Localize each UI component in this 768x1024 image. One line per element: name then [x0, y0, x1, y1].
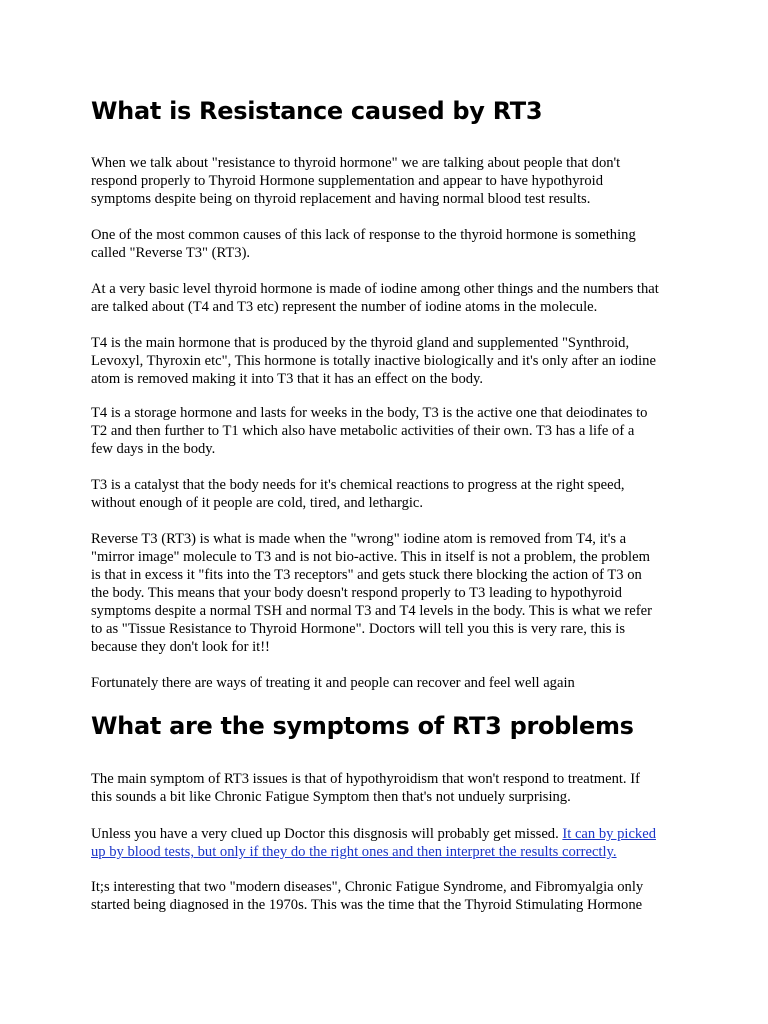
paragraph-t4-storage: [91, 404, 647, 458]
paragraph-main-symptom: [91, 770, 640, 806]
text-line: started being diagnosed in the 1970s. This was the time that the Thyroid Stimulating Hormone: [91, 897, 643, 913]
text-line: T4 is a storage hormone and lasts for weeks in the body, T3 is the active one that deiodinates to: [91, 405, 648, 421]
text-line: to as "Tissue Resistance to Thyroid Hormone". Doctors will tell you this is very rare, this is: [91, 621, 625, 637]
text-line: T3 is a catalyst that the body needs for it's chemical reactions to progress at the right speed,: [91, 477, 625, 493]
text-line: because they don't look for it!!: [91, 639, 270, 655]
paragraph-rt3-definition: [91, 530, 652, 656]
text-line: The main symptom of RT3 issues is that of hypothyroidism that won't respond to treatment. If: [91, 771, 640, 787]
paragraph-modern-diseases: [91, 878, 643, 914]
text-line: is that in excess it "fits into the T3 receptors" and gets stuck there blocking the action of T3 on: [91, 567, 642, 583]
text-line: [91, 843, 656, 861]
text-line: It;s interesting that two "modern diseases", Chronic Fatigue Syndrome, and Fibromyalgia only: [91, 879, 644, 895]
text-line: When we talk about "resistance to thyroid hormone" we are talking about people that don't: [91, 155, 621, 171]
text-line: T4 is the main hormone that is produced by the thyroid gland and supplemented "Synthroid,: [91, 335, 630, 351]
text-line: Fortunately there are ways of treating it and people can recover and feel well again: [91, 675, 575, 691]
section-heading-resistance: What is Resistance caused by RT3: [91, 97, 543, 125]
text-line: At a very basic level thyroid hormone is made of iodine among other things and the numbers that: [91, 281, 659, 297]
text-line: are talked about (T4 and T3 etc) represent the number of iodine atoms in the molecule.: [91, 299, 598, 315]
text-line: T2 and then further to T1 which also have metabolic activities of their own. T3 has a life of a: [91, 423, 635, 439]
text-line: "mirror image" molecule to T3 and is not bio-active. This in itself is not a problem, the problem: [91, 549, 650, 565]
text-line: One of the most common causes of this lack of response to the thyroid hormone is something: [91, 227, 636, 243]
text-line: few days in the body.: [91, 441, 216, 457]
paragraph-t4-main: [91, 334, 656, 388]
text-line: respond properly to Thyroid Hormone supplementation and appear to have hypothyroid: [91, 173, 604, 189]
text-line: this sounds a bit like Chronic Fatigue Symptom then that's not unduely surprising.: [91, 789, 571, 805]
paragraph-diagnosis: [91, 825, 656, 861]
text-line: Levoxyl, Thyroxin etc", This hormone is totally inactive biologically and it's only after an iodine: [91, 353, 656, 369]
blood-tests-link[interactable]: It can by picked: [562, 826, 656, 842]
text-line: without enough of it people are cold, tired, and lethargic.: [91, 495, 424, 511]
paragraph-t3-catalyst: [91, 476, 625, 512]
text-line: Reverse T3 (RT3) is what is made when the "wrong" iodine atom is removed from T4, it's a: [91, 531, 627, 547]
text-line: the body. This means that your body doesn't respond properly to T3 leading to hypothyroid: [91, 585, 622, 601]
text-line: atom is removed making it into T3 that it has an effect on the body.: [91, 371, 484, 387]
paragraph-iodine: [91, 280, 659, 316]
blood-tests-link-continued[interactable]: up by blood tests, but only if they do the right ones and then interpret the results correctly.: [91, 844, 617, 860]
text-line: [91, 825, 656, 843]
text-line: symptoms despite being on thyroid replacement and having normal blood test results.: [91, 191, 591, 207]
paragraph-reverse-t3: [91, 226, 636, 262]
text-line: symptoms despite a normal TSH and normal T3 and T4 levels in the body. This is what we refer: [91, 603, 652, 619]
text-line: called "Reverse T3" (RT3).: [91, 245, 251, 261]
text-before-link: Unless you have a very clued up Doctor this disgnosis will probably get missed.: [91, 826, 563, 842]
paragraph-intro: [91, 154, 620, 208]
section-heading-symptoms: What are the symptoms of RT3 problems: [91, 712, 634, 740]
paragraph-fortunately: [91, 674, 575, 692]
